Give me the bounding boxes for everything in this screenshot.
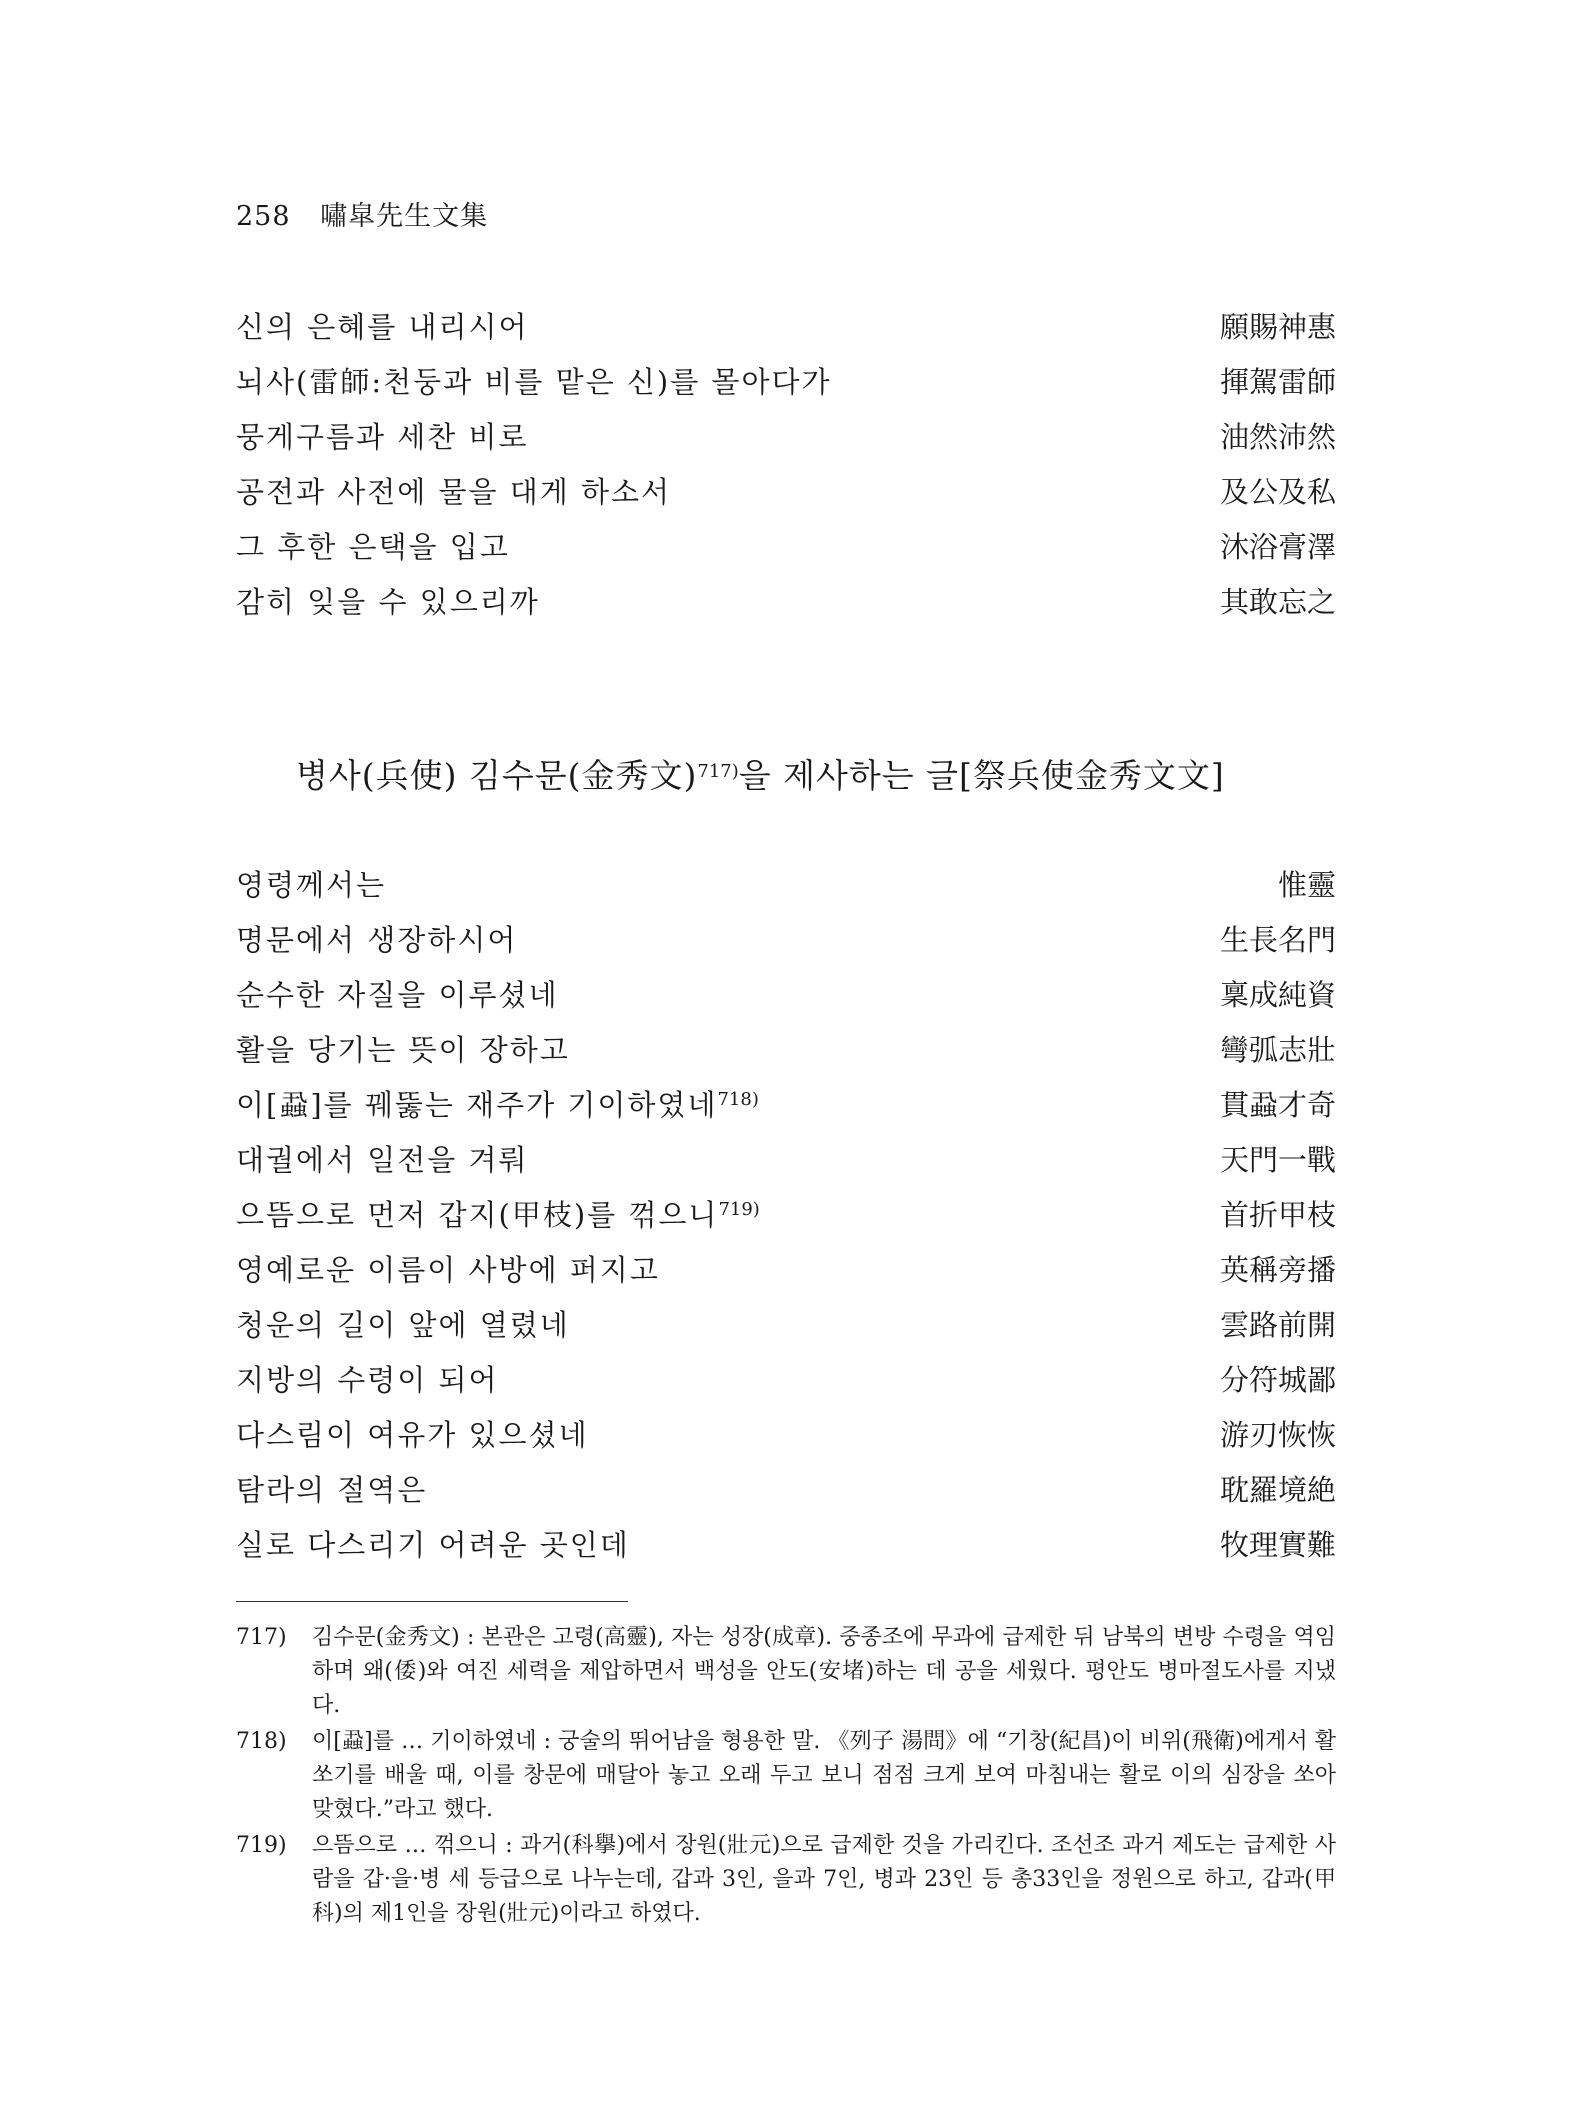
verse-korean: 대궐에서 일전을 겨뤄	[236, 1143, 529, 1177]
verse-line	[236, 858, 1336, 913]
verse-korean: 공전과 사전에 물을 대게 하소서	[236, 475, 672, 509]
verse-line	[236, 1408, 1336, 1463]
verse-korean: 감히 잊을 수 있으리까	[236, 585, 540, 619]
verse-hanja: 英稱旁播	[1219, 1253, 1336, 1287]
verse-hanja: 牧理實難	[1219, 1528, 1336, 1562]
footnote-divider	[236, 1601, 628, 1602]
footnote-number: 719)	[236, 1833, 287, 1858]
verse-line	[236, 520, 1336, 575]
verse-korean: 순수한 자질을 이루셨네	[236, 978, 559, 1012]
verse-korean: 신의 은혜를 내리시어	[236, 310, 529, 344]
verse-hanja: 貫蝨才奇	[1219, 1088, 1336, 1122]
verse-korean: 다스림이 여유가 있으셨네	[236, 1418, 589, 1452]
verse-korean: 뇌사(雷師:천둥과 비를 맡은 신)를 몰아다가	[236, 365, 832, 399]
verse-line	[236, 1023, 1336, 1078]
verse-korean: 활을 당기는 뜻이 장하고	[236, 1033, 570, 1067]
verse-line	[236, 300, 1336, 355]
verse-hanja: 願賜神惠	[1219, 310, 1336, 344]
verse-line	[236, 1353, 1336, 1408]
verse-hanja: 天門一戰	[1219, 1143, 1336, 1177]
section-title-text: 병사(兵使) 김수문(金秀文)	[296, 756, 698, 795]
verse-hanja: 其敢忘之	[1219, 585, 1336, 619]
verse-hanja: 首折甲枝	[1219, 1198, 1336, 1232]
verse-hanja: 彎弧志壯	[1219, 1033, 1336, 1067]
verse-hanja: 耽羅境絶	[1219, 1473, 1336, 1507]
verse-line	[236, 1078, 1336, 1133]
footnote-text: 으뜸으로 … 꺾으니 : 과거(科擧)에서 장원(壯元)으로 급제한 것을 가리킨다. 조선조 과거 제도는 급제한 사람을 갑·을·병 세 등급으로 나누는데, 갑과 3인, 을과 7인, 병과 23인 등 총33인을 정원으로 하고, 갑과(甲科)의 제1인을 장원(壯元)이라고 하였다.	[312, 1833, 1336, 1926]
verse-korean: 영령께서는	[236, 868, 387, 902]
footnote-text: 김수문(金秀文) : 본관은 고령(高靈), 자는 성장(成章). 중종조에 무과에 급제한 뒤 남북의 변방 수령을 역임하며 왜(倭)와 여진 세력을 제압하면서 백성을 안도(安堵)하는 데 공을 세웠다. 평안도 병마절도사를 지냈다.	[312, 1625, 1336, 1718]
verse-line	[236, 410, 1336, 465]
verse-line	[236, 1463, 1336, 1518]
verse-korean: 이[蝨]를 꿰뚫는 재주가 기이하였네$^{718)}$	[236, 1088, 759, 1122]
verse-line	[236, 465, 1336, 520]
verse-korean: 그 후한 은택을 입고	[236, 530, 510, 564]
verse-hanja: 生長名門	[1219, 923, 1336, 957]
verse-line	[236, 968, 1336, 1023]
verse-main	[236, 858, 1336, 1573]
footnote	[236, 1829, 1336, 1931]
footnote-ref: 719)	[718, 1199, 760, 1220]
book-title: 嘯皐先生文集	[320, 201, 489, 232]
verse-hanja: 及公及私	[1219, 475, 1336, 509]
section-title-text: 을 제사하는 글[祭兵使金秀文文]	[738, 756, 1225, 795]
footnote-number: 718)	[236, 1729, 287, 1754]
verse-korean: 실로 다스리기 어려운 곳인데	[236, 1528, 630, 1562]
running-head	[236, 194, 488, 233]
section-title	[296, 750, 1225, 797]
verse-korean: 영예로운 이름이 사방에 퍼지고	[236, 1253, 660, 1287]
verse-line	[236, 1298, 1336, 1353]
verse-line	[236, 913, 1336, 968]
page-number: 258	[236, 201, 291, 232]
verse-hanja: 雲路前開	[1219, 1308, 1336, 1342]
verse-line	[236, 355, 1336, 410]
verse-line	[236, 1188, 1336, 1243]
verse-hanja: 油然沛然	[1219, 420, 1336, 454]
verse-hanja: 沐浴膏澤	[1219, 530, 1336, 564]
verse-hanja: 揮駕雷師	[1219, 365, 1336, 399]
verse-korean: 지방의 수령이 되어	[236, 1363, 499, 1397]
footnote	[236, 1621, 1336, 1723]
verse-korean: 명문에서 생장하시어	[236, 923, 518, 957]
verse-korean: 으뜸으로 먼저 갑지(甲枝)를 꺾으니$^{719)}$	[236, 1198, 760, 1232]
verse-hanja: 分符城鄙	[1219, 1363, 1336, 1397]
footnote-ref: 718)	[717, 1089, 759, 1110]
footnote-text: 이[蝨]를 … 기이하였네 : 궁술의 뛰어남을 형용한 말. 《列子 湯問》에 “기창(紀昌)이 비위(飛衛)에게서 활쏘기를 배울 때, 이를 창문에 매달아 놓고 오래 두고 보니 점점 크게 보여 마침내는 활로 이의 심장을 쏘아 맞혔다.”라고 했다.	[312, 1729, 1336, 1822]
verse-line	[236, 1518, 1336, 1573]
verse-hanja: 惟靈	[1277, 868, 1336, 902]
verse-line	[236, 1133, 1336, 1188]
verse-hanja: 游刃恢恢	[1219, 1418, 1336, 1452]
footnote	[236, 1725, 1336, 1827]
footnotes	[236, 1621, 1336, 1933]
verse-line	[236, 575, 1336, 630]
verse-korean: 뭉게구름과 세찬 비로	[236, 420, 529, 454]
verse-hanja: 稟成純資	[1219, 978, 1336, 1012]
verse-korean: 청운의 길이 앞에 열렸네	[236, 1308, 570, 1342]
verse-korean: 탐라의 절역은	[236, 1473, 428, 1507]
footnote-number: 717)	[236, 1625, 287, 1650]
verse-line	[236, 1243, 1336, 1298]
verse-top	[236, 300, 1336, 630]
footnote-ref: 717)	[697, 761, 739, 782]
